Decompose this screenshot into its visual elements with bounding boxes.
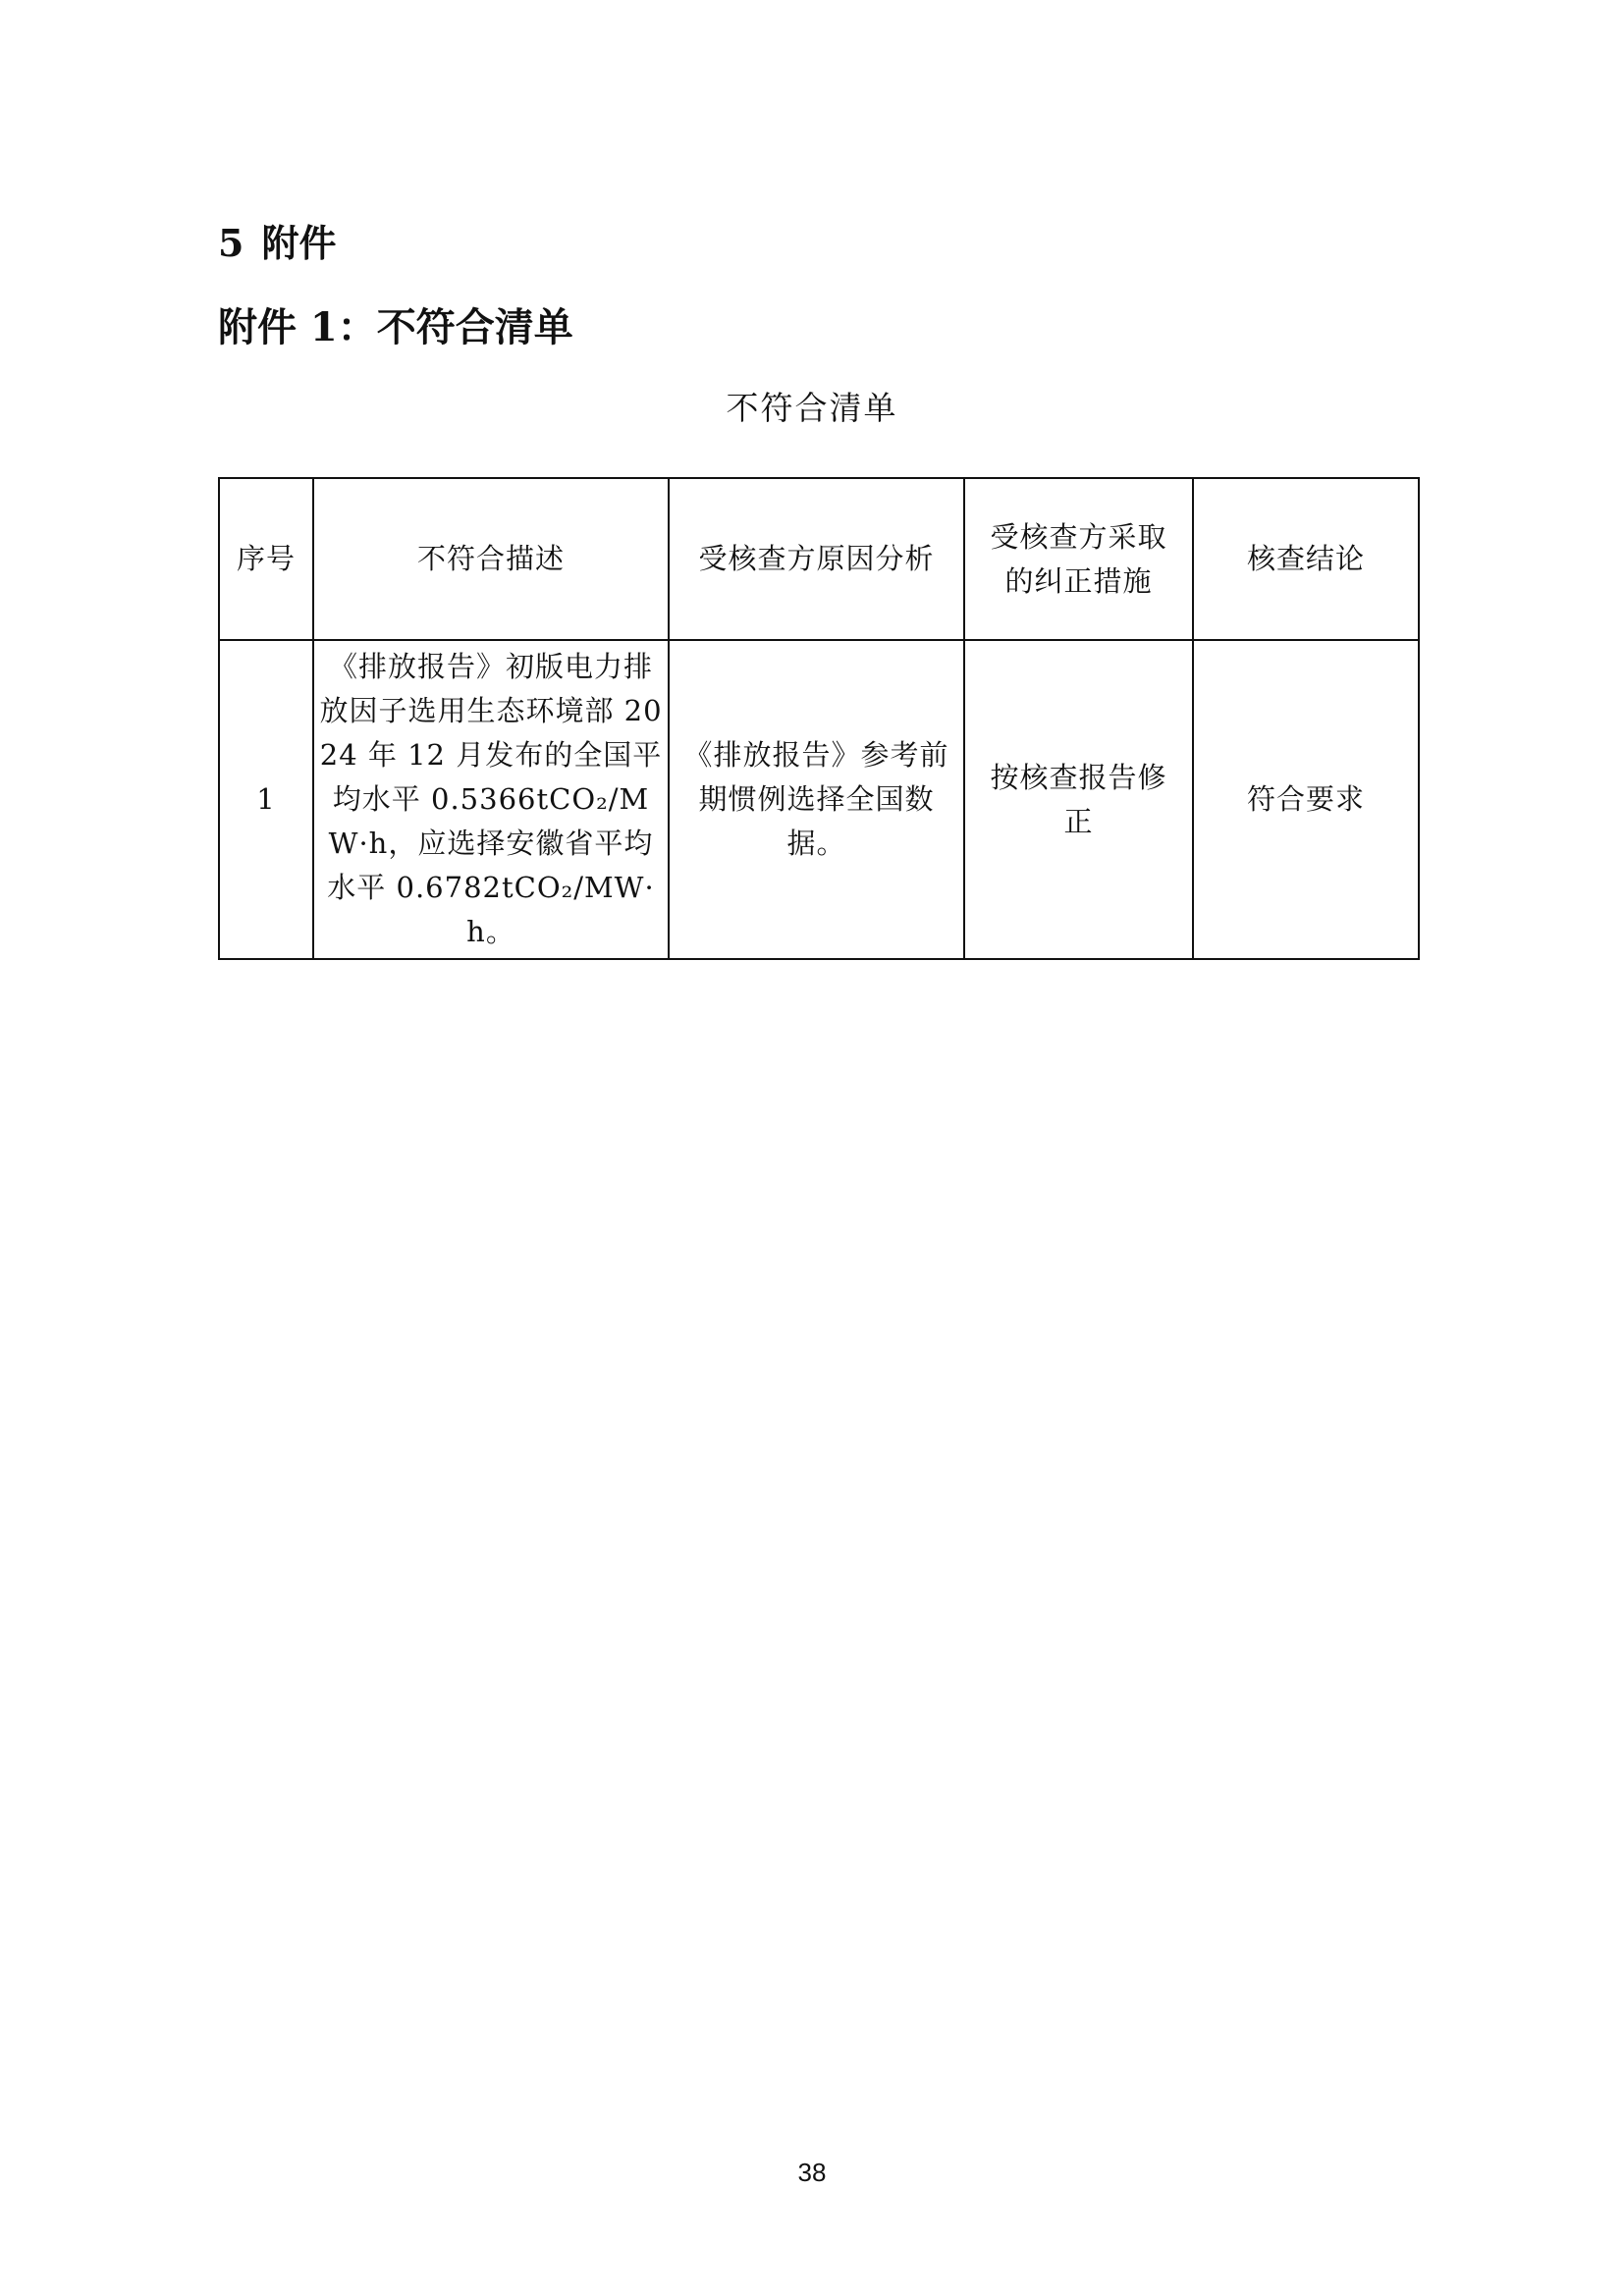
header-correction: 受核查方采取的纠正措施 [964, 478, 1193, 640]
header-conclusion: 核查结论 [1193, 478, 1419, 640]
cell-cause: 《排放报告》参考前期惯例选择全国数据。 [669, 640, 964, 959]
section-heading [218, 214, 336, 273]
section-number: 5 [218, 221, 244, 265]
annex-heading: 附件 1：不符合清单 [218, 304, 573, 350]
table-header-row [219, 478, 1419, 640]
cell-no: 1 [219, 640, 313, 959]
cell-correction: 按核查报告修正 [964, 640, 1193, 959]
section-title: 附件 [261, 221, 337, 265]
cell-conclusion: 符合要求 [1193, 640, 1419, 959]
table-caption: 不符合清单 [726, 389, 898, 427]
cell-description: 《排放报告》初版电力排放因子选用生态环境部 2024 年 12 月发布的全国平均水平 0.5366tCO₂/MW·h，应选择安徽省平均水平 0.6782tCO₂/MW·h。 [313, 640, 669, 959]
header-description: 不符合描述 [313, 478, 669, 640]
nonconformity-table [218, 477, 1420, 960]
page-number: 38 [797, 2158, 827, 2187]
table-row [219, 640, 1419, 959]
header-cause: 受核查方原因分析 [669, 478, 964, 640]
header-no: 序号 [219, 478, 313, 640]
